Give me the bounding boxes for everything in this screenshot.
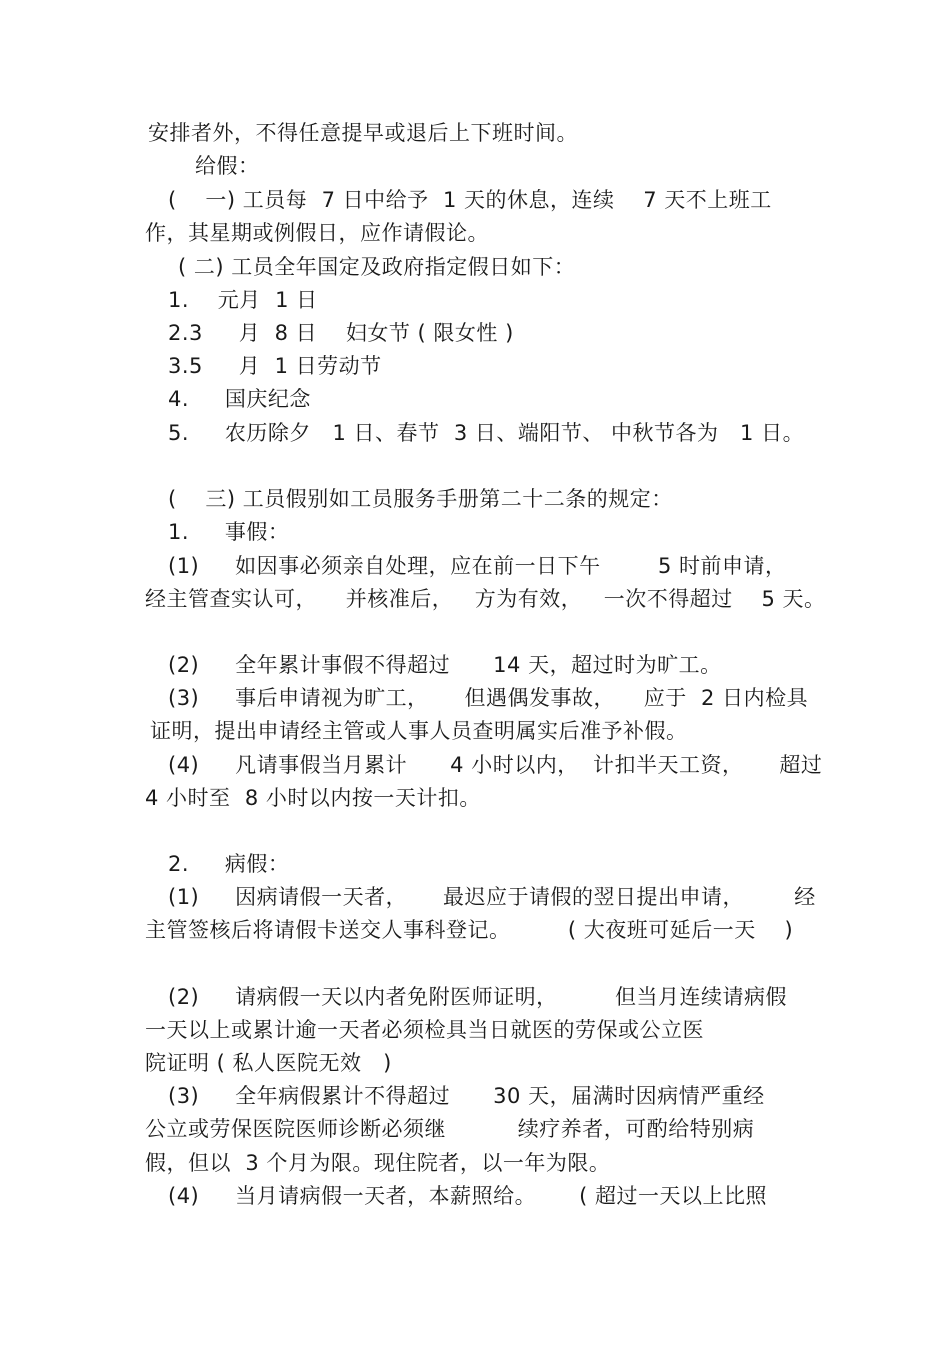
list-item: (3) 事后申请视为旷工， 但遇偶发事故， 应于 2 日内检具 [168, 686, 809, 710]
list-item: 2.3 月 8 日 妇女节 ( 限女性 ) [168, 321, 514, 345]
list-item: 5. 农历除夕 1 日、春节 3 日、端阳节、 中秋节各为 1 日。 [168, 421, 805, 445]
text-line: 主管签核后将请假卡送交人事科登记。 ( 大夜班可延后一天 ) [145, 918, 794, 942]
list-item: 1. 事假： [168, 520, 290, 544]
text-line: 院证明 ( 私人医院无效 ) [145, 1051, 392, 1075]
text-line: ( 一) 工员每 7 日中给予 1 天的休息，连续 7 天不上班工 [168, 188, 772, 212]
text-line: ( 三) 工员假别如工员服务手册第二十二条的规定： [168, 487, 673, 511]
text-line: 经主管查实认可， 并核准后， 方为有效， 一次不得超过 5 天。 [145, 587, 826, 611]
text-line: 一天以上或累计逾一天者必须检具当日就医的劳保或公立医 [145, 1018, 704, 1042]
list-item: (2) 全年累计事假不得超过 14 天，超过时为旷工。 [168, 653, 722, 677]
list-item: 4. 国庆纪念 [168, 387, 311, 411]
text-line: 作，其星期或例假日，应作请假论。 [145, 221, 489, 245]
text-line: 公立或劳保医院医师诊断必须继 续疗养者，可酌给特别病 [145, 1117, 755, 1141]
text-line: 证明，提出申请经主管或人事人员查明属实后准予补假。 [150, 719, 688, 743]
list-item: (4) 当月请病假一天者，本薪照给。 ( 超过一天以上比照 [168, 1184, 768, 1208]
list-item: (1) 因病请假一天者， 最迟应于请假的翌日提出申请， 经 [168, 885, 816, 909]
text-line: 4 小时至 8 小时以内按一天计扣。 [145, 786, 481, 810]
list-item: 3.5 月 1 日劳动节 [168, 354, 382, 378]
text-line: 假，但以 3 个月为限。现住院者，以一年为限。 [145, 1151, 611, 1175]
list-item: 2. 病假： [168, 852, 290, 876]
list-item: (1) 如因事必须亲自处理，应在前一日下午 5 时前申请， [168, 554, 787, 578]
list-item: 1. 元月 1 日 [168, 288, 318, 312]
list-item: (4) 凡请事假当月累计 4 小时以内， 计扣半天工资， 超过 [168, 753, 823, 777]
list-item: (2) 请病假一天以内者免附医师证明， 但当月连续请病假 [168, 985, 788, 1009]
text-line: ( 二) 工员全年国定及政府指定假日如下： [178, 255, 576, 279]
section-heading: 给假： [195, 154, 260, 178]
text-line: 安排者外，不得任意提早或退后上下班时间。 [148, 121, 578, 145]
list-item: (3) 全年病假累计不得超过 30 天，届满时因病情严重经 [168, 1084, 765, 1108]
